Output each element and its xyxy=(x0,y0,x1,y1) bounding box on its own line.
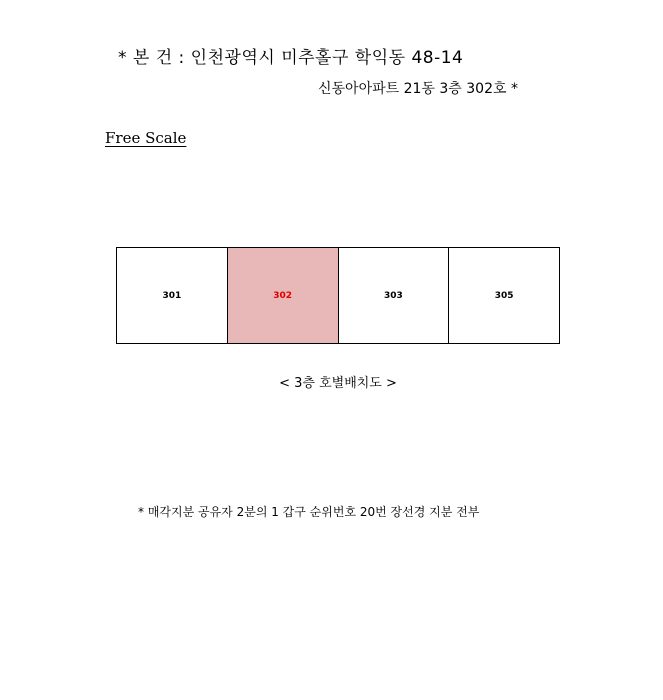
unit-cell-302-highlighted: 302 xyxy=(228,248,339,343)
sale-share-footnote: * 매각지분 공유자 2분의 1 갑구 순위번호 20번 장선경 지분 전부 xyxy=(138,505,480,519)
unit-cell-305: 305 xyxy=(494,290,514,301)
scale-label: Free Scale xyxy=(105,129,187,147)
floor-plan-caption: < 3층 호별배치도 > xyxy=(279,376,397,391)
floor-unit-layout xyxy=(116,247,560,344)
unit-cell-301: 301 xyxy=(117,248,228,343)
address-title: * 본 건 : 인천광역시 미추홀구 학익동 48-14 xyxy=(118,48,464,68)
unit-subtitle: 신동아아파트 21동 3층 302호 * xyxy=(318,81,518,97)
unit-cell-303: 303 xyxy=(339,248,450,343)
